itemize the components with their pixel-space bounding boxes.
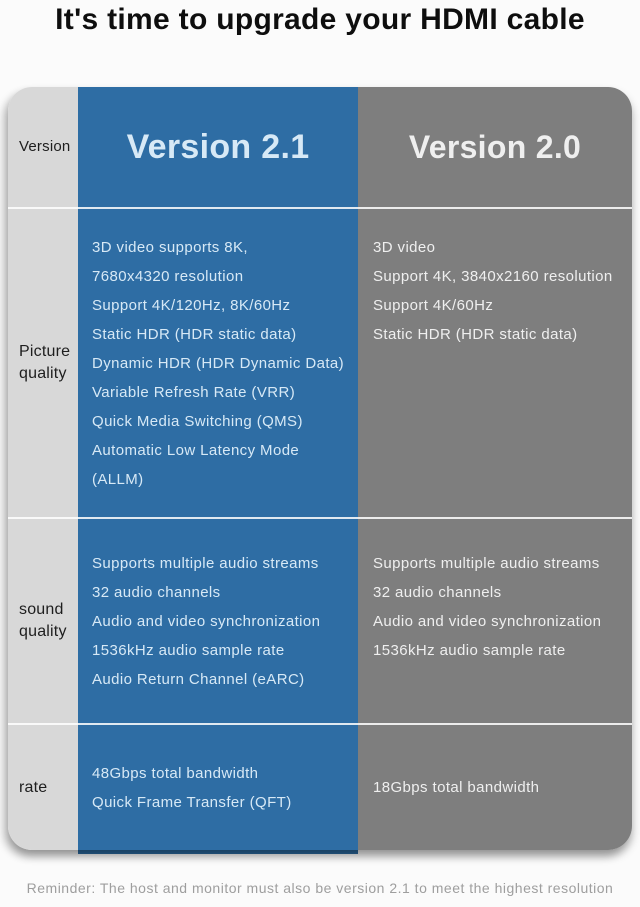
header-cell-version-label: Version — [8, 87, 78, 207]
feature-line: 32 audio channels — [92, 583, 221, 601]
feature-line: Quick Frame Transfer (QFT) — [92, 793, 292, 811]
feature-line: 1536kHz audio sample rate — [92, 641, 285, 659]
feature-line: 7680x4320 resolution — [92, 267, 244, 285]
picture-quality-v21-cell — [78, 207, 358, 517]
sound-quality-v21-cell — [78, 517, 358, 723]
feature-line: Audio Return Channel (eARC) — [92, 670, 305, 688]
header-cell-version-2-1: Version 2.1 — [78, 87, 358, 207]
feature-line: Variable Refresh Rate (VRR) — [92, 383, 296, 401]
header-cell-version-2-0: Version 2.0 — [358, 87, 632, 207]
feature-line: Static HDR (HDR static data) — [373, 326, 578, 343]
feature-line: Support 4K/60Hz — [373, 297, 494, 314]
rate-v20-cell — [358, 723, 632, 850]
reminder-text: Reminder: The host and monitor must also be version 2.1 to meet the highest resolution — [26, 880, 614, 896]
row-label-picture-quality: Picture quality — [8, 207, 78, 517]
feature-line: Supports multiple audio streams — [373, 555, 600, 572]
feature-line: Support 4K/120Hz, 8K/60Hz — [92, 296, 291, 314]
feature-line: 1536kHz audio sample rate — [373, 642, 566, 659]
feature-line: Dynamic HDR (HDR Dynamic Data) — [92, 354, 345, 372]
feature-line: Supports multiple audio streams — [92, 554, 319, 572]
page-title: It's time to upgrade your HDMI cable — [55, 3, 585, 36]
feature-line: 18Gbps total bandwidth — [373, 779, 540, 796]
feature-line: Quick Media Switching (QMS) — [92, 412, 303, 430]
rate-v21-cell — [78, 723, 358, 850]
feature-line: (ALLM) — [92, 470, 144, 488]
feature-line: Static HDR (HDR static data) — [92, 325, 297, 343]
picture-quality-v20-cell — [358, 207, 632, 517]
feature-line: 3D video supports 8K, — [92, 238, 248, 256]
feature-line: Audio and video synchronization — [92, 612, 321, 630]
feature-line: Audio and video synchronization — [373, 613, 602, 630]
sound-quality-v20-cell — [358, 517, 632, 723]
feature-line: 3D video — [373, 239, 436, 256]
hdmi-comparison-table — [8, 87, 632, 850]
table-grid — [8, 87, 632, 850]
feature-line: Support 4K, 3840x2160 resolution — [373, 268, 613, 285]
feature-line: 32 audio channels — [373, 584, 502, 601]
row-label-sound-quality: sound quality — [8, 517, 78, 723]
feature-line: 48Gbps total bandwidth — [92, 764, 259, 782]
row-label-rate: rate — [8, 723, 78, 850]
feature-line: Automatic Low Latency Mode — [92, 441, 300, 459]
